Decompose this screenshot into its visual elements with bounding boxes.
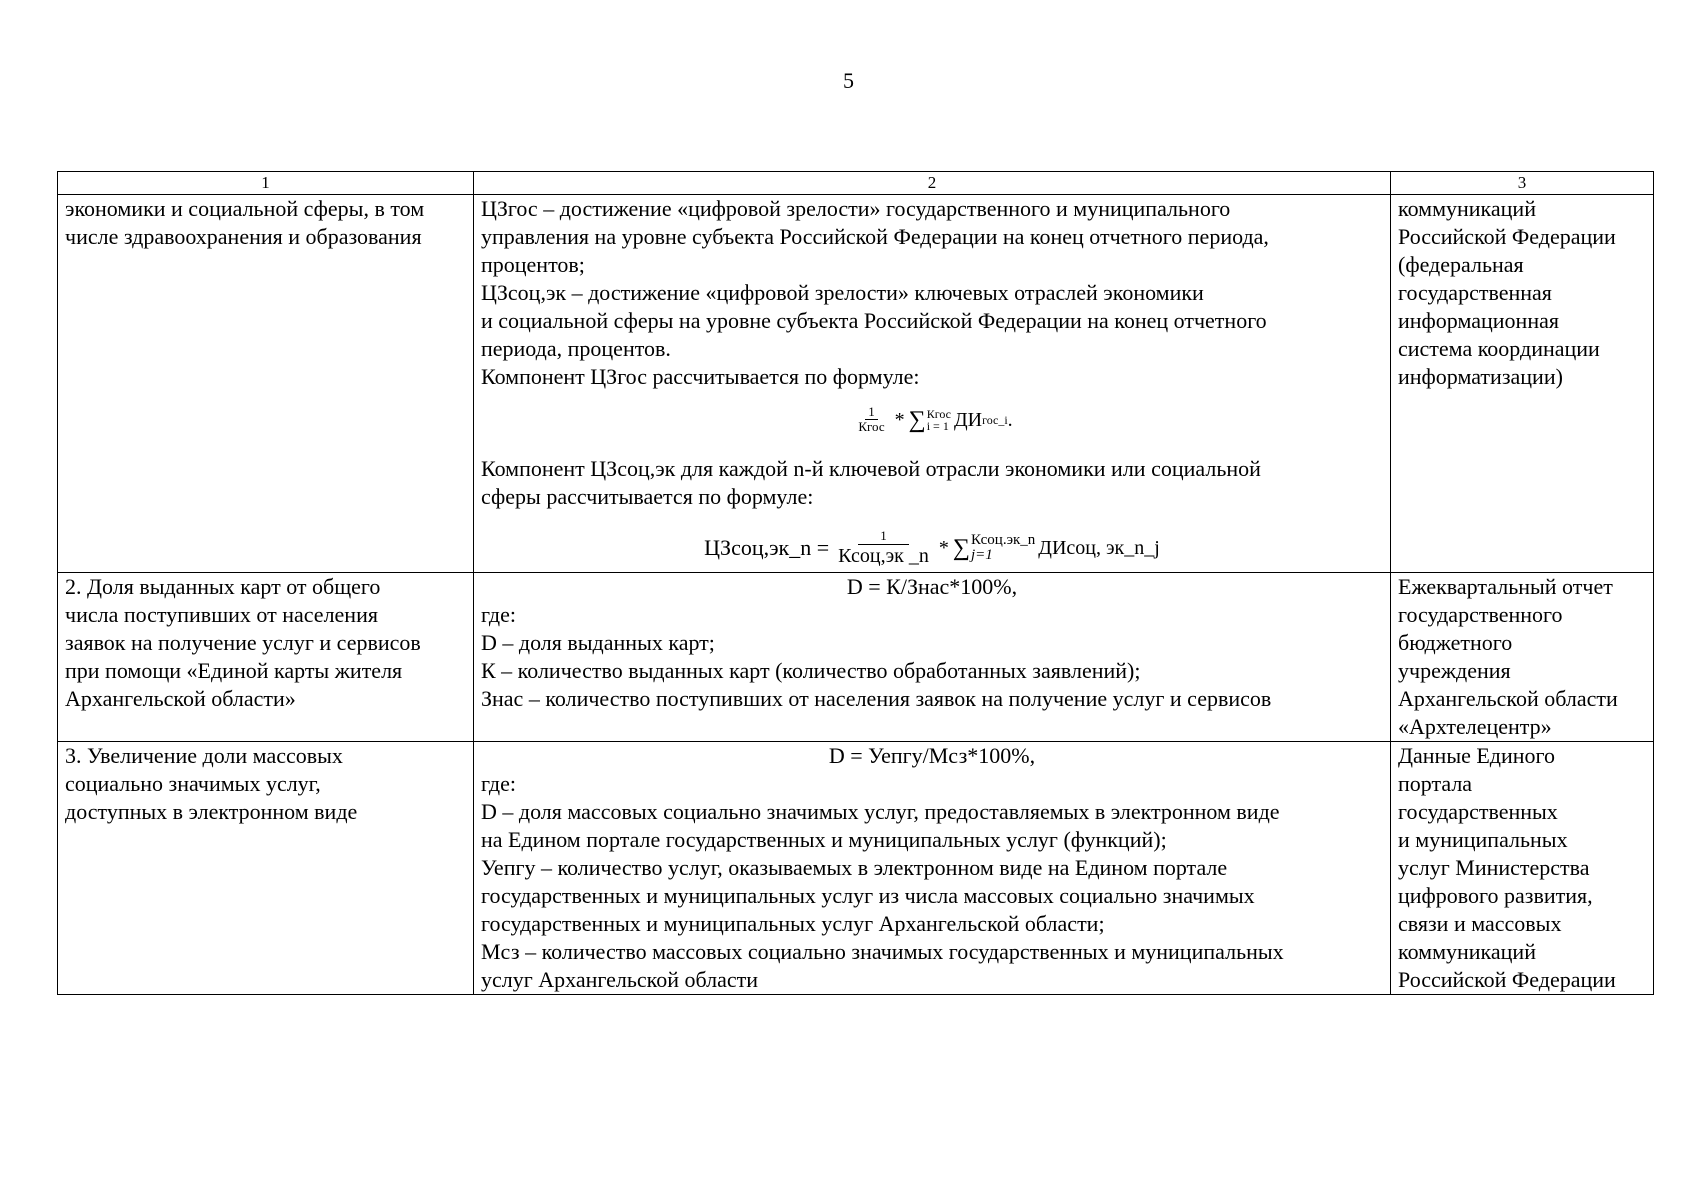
formula-cz-gos xyxy=(481,405,1383,435)
row3-method-line: услуг Архангельской области xyxy=(481,966,759,992)
row3-source-line: и муниципальных xyxy=(1398,826,1568,852)
row3-method-line: D – доля массовых социально значимых услуг, предоставляемых в электронном виде xyxy=(481,798,1280,824)
row1-source-line: информатизации) xyxy=(1398,364,1563,389)
row1-source-cell xyxy=(1391,195,1654,573)
formula2-denominator: Ксоц,эк _n xyxy=(838,544,929,567)
formula1-limits xyxy=(927,408,951,432)
formula2-lower-limit: j=1 xyxy=(971,547,993,564)
formula1-upper-limit: Кгос xyxy=(926,407,951,422)
row1-method-line: процентов; xyxy=(481,252,585,277)
row2-method-line: К – количество выданных карт (количество обработанных заявлений); xyxy=(481,657,1141,683)
formula1-end: . xyxy=(1007,409,1013,432)
row3-source-line: Данные Единого xyxy=(1398,742,1556,768)
row3-formula: D = Уепгу/Мсз*100%, xyxy=(828,742,1036,768)
row2-indicator-cell xyxy=(58,572,474,741)
row2-source-line: бюджетного xyxy=(1398,629,1513,655)
row1-method-line: сферы рассчитывается по формуле: xyxy=(481,484,814,510)
row3-method-line: Уепгу – количество услуг, оказываемых в электронном виде на Едином портале xyxy=(481,854,1228,880)
row3-source-line: связи и массовых xyxy=(1398,910,1562,936)
table-row xyxy=(58,195,1654,573)
row1-method-cell xyxy=(474,195,1391,573)
row2-method-line: Знас – количество поступивших от населения заявок на получение услуг и сервисов xyxy=(481,685,1272,711)
formula1-fraction xyxy=(855,405,887,435)
row1-method-line: периода, процентов. xyxy=(481,336,671,361)
formula1-term: ДИ xyxy=(953,409,983,432)
row1-source-line: коммуникаций xyxy=(1398,196,1536,221)
table-row xyxy=(58,741,1654,994)
row3-source-line: цифрового развития, xyxy=(1398,882,1593,908)
row1-method-line: и социальной сферы на уровне субъекта Российской Федерации на конец отчетного xyxy=(481,308,1267,333)
column-header-1: 1 xyxy=(58,172,474,195)
row3-method-line: государственных и муниципальных услуг Архангельской области; xyxy=(481,910,1105,936)
formula2-fraction xyxy=(835,529,932,567)
row3-indicator-cell xyxy=(58,741,474,994)
formula2-limits xyxy=(971,533,1035,563)
table-row xyxy=(58,572,1654,741)
formula2-term: ДИсоц, эк_n_j xyxy=(1038,537,1160,560)
row2-indicator-line: числа поступивших от населения xyxy=(65,601,378,627)
formula-cz-soc-ek xyxy=(481,529,1383,567)
formula1-operator: * xyxy=(894,409,905,432)
row3-source-line: портала xyxy=(1398,770,1473,796)
indicators-table xyxy=(57,171,1654,995)
row2-formula: D = К/Знас*100%, xyxy=(846,573,1018,599)
row1-indicator-line: числе здравоохранения и образования xyxy=(65,224,422,249)
row2-indicator-line: 2. Доля выданных карт от общего xyxy=(65,573,381,599)
row2-indicator-line: при помощи «Единой карты жителя xyxy=(65,657,403,683)
formula1-sigma: ∑ xyxy=(908,407,926,434)
row3-source-line: коммуникаций xyxy=(1398,938,1536,964)
row2-indicator-line: Архангельской области» xyxy=(65,685,296,711)
row3-method-line: Мсз – количество массовых социально значимых государственных и муниципальных xyxy=(481,938,1284,964)
row3-source-line: Российской Федерации xyxy=(1398,966,1616,992)
row3-indicator-line: доступных в электронном виде xyxy=(65,798,358,824)
row1-source-line: система координации xyxy=(1398,336,1600,361)
row1-method-line: ЦЗсоц,эк – достижение «цифровой зрелости» ключевых отраслей экономики xyxy=(481,280,1204,305)
formula1-numerator: 1 xyxy=(865,405,878,420)
formula2-lhs: ЦЗсоц,эк_n = xyxy=(704,535,830,561)
row3-source-line: государственных xyxy=(1398,798,1558,824)
row1-source-line: (федеральная xyxy=(1398,252,1524,277)
row3-method-line: на Едином портале государственных и муниципальных услуг (функций); xyxy=(481,826,1167,852)
row2-source-cell xyxy=(1391,572,1654,741)
row3-source-line: услуг Министерства xyxy=(1398,854,1590,880)
row1-indicator-line: экономики и социальной сферы, в том xyxy=(65,196,425,221)
formula2-upper-limit: Ксоц.эк_n xyxy=(971,532,1036,549)
row2-method-line: D – доля выданных карт; xyxy=(481,629,715,655)
row1-source-line: Российской Федерации xyxy=(1398,224,1616,249)
row2-source-line: учреждения xyxy=(1398,657,1511,683)
formula2-sigma: ∑ xyxy=(952,535,970,562)
formula2-operator: * xyxy=(938,537,949,560)
row2-method-cell xyxy=(474,572,1391,741)
row2-source-line: «Архтелецентр» xyxy=(1398,713,1552,739)
row1-method-line: ЦЗгос – достижение «цифровой зрелости» государственного и муниципального xyxy=(481,196,1231,221)
row3-method-line: где: xyxy=(481,770,516,796)
row1-method-line: управления на уровне субъекта Российской Федерации на конец отчетного периода, xyxy=(481,224,1269,249)
row2-source-line: Ежеквартальный отчет xyxy=(1398,573,1613,599)
row1-indicator-cell xyxy=(58,195,474,573)
formula1-lower-limit: i = 1 xyxy=(926,419,949,434)
formula1-term-sub: гос_i xyxy=(982,413,1008,428)
column-header-2: 2 xyxy=(474,172,1391,195)
row1-method-line: Компонент ЦЗсоц,эк для каждой n-й ключевой отрасли экономики или социальной xyxy=(481,456,1261,482)
row1-method-line: Компонент ЦЗгос рассчитывается по формуле: xyxy=(481,364,920,389)
row3-source-cell xyxy=(1391,741,1654,994)
column-header-3: 3 xyxy=(1391,172,1654,195)
row2-indicator-line: заявок на получение услуг и сервисов xyxy=(65,629,421,655)
row3-method-line: государственных и муниципальных услуг из числа массовых социально значимых xyxy=(481,882,1255,908)
row1-source-line: информационная xyxy=(1398,308,1559,333)
row3-indicator-line: социально значимых услуг, xyxy=(65,770,321,796)
row1-source-line: государственная xyxy=(1398,280,1552,305)
formula1-denominator: Кгос xyxy=(858,419,885,435)
table-header-row xyxy=(58,172,1654,195)
row3-indicator-line: 3. Увеличение доли массовых xyxy=(65,742,343,768)
row3-method-cell xyxy=(474,741,1391,994)
row2-method-line: где: xyxy=(481,601,516,627)
row2-source-line: Архангельской области xyxy=(1398,685,1618,711)
row2-source-line: государственного xyxy=(1398,601,1563,627)
page-number: 5 xyxy=(843,68,854,93)
formula2-numerator: 1 xyxy=(858,529,909,544)
